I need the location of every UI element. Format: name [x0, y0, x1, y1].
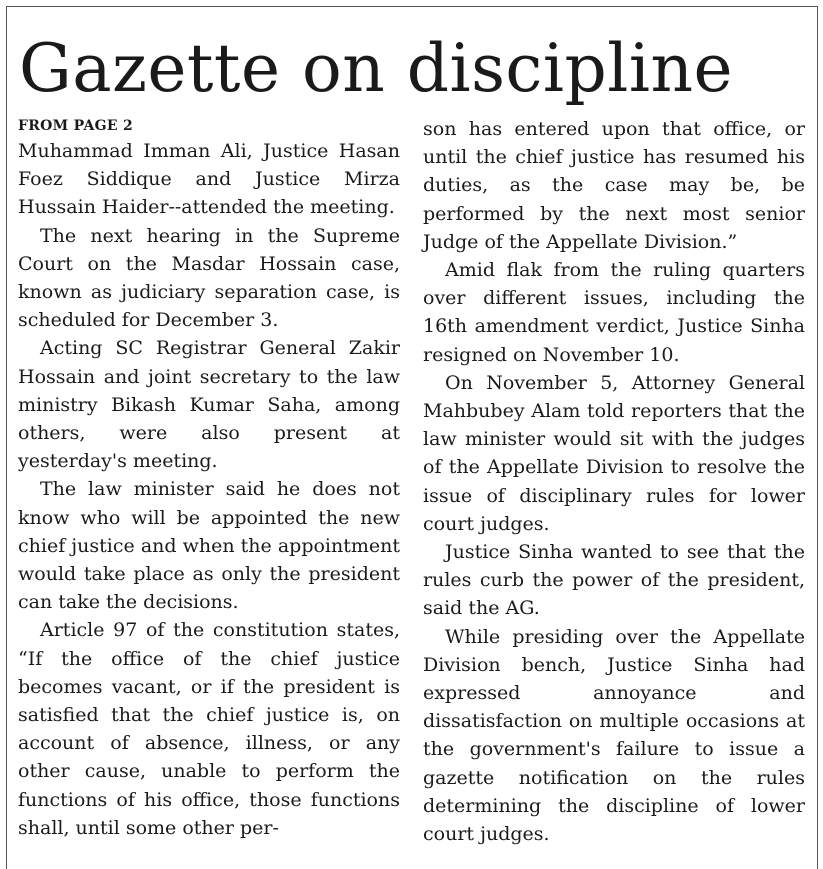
- page-reference-kicker: FROM PAGE 2: [18, 118, 134, 134]
- paragraph-continued: Muhammad Imman Ali, Justice Hasan Foez Siddique and Justice Mirza Hussain Haider--attended the meeting.: [18, 140, 400, 219]
- paragraph: The next hearing in the Supreme Court on the Masdar Hossain case, known as judiciary separation case, is scheduled for December 3.: [18, 224, 400, 332]
- paragraph: Article 97 of the constitution states, “If the office of the chief justice becomes vacant, or if the president is satisfied that the chief justice is, on account of absence, illness, or any other cause, unable to perform the functions of his office, those functions shall, until some other per-: [18, 619, 400, 839]
- paragraph: Justice Sinha wanted to see that the rules curb the power of the president, said the AG.: [423, 541, 805, 620]
- paragraph: On November 5, Attorney General Mahbubey Alam told reporters that the law minister would sit with the judges of the Appellate Division to resolve the issue of disciplinary rules for lower court judges.: [423, 371, 805, 535]
- left-column: [18, 111, 400, 842]
- news-clipping: [6, 6, 818, 869]
- paragraph: Acting SC Registrar General Zakir Hossain and joint secretary to the law ministry Bikash Kumar Saha, among others, were also present at yesterday's meeting.: [18, 337, 400, 473]
- right-column: [423, 115, 805, 848]
- paragraph-continued: son has entered upon that office, or until the chief justice has resumed his duties, as the case may be, be performed by the next most senior Judge of the Appellate Division.”: [423, 118, 805, 253]
- paragraph: The law minister said he does not know who will be appointed the new chief justice and when the appointment would take place as only the president can take the decisions.: [18, 478, 400, 614]
- paragraph: While presiding over the Appellate Division bench, Justice Sinha had expressed annoyance and dissatisfaction on multiple occasions at the government's failure to issue a gazette notification on the rules determining the discipline of lower court judges.: [423, 625, 805, 846]
- headline: Gazette on discipline: [19, 30, 734, 107]
- paragraph: Amid flak from the ruling quarters over different issues, including the 16th amendment verdict, Justice Sinha resigned on November 10.: [423, 259, 805, 366]
